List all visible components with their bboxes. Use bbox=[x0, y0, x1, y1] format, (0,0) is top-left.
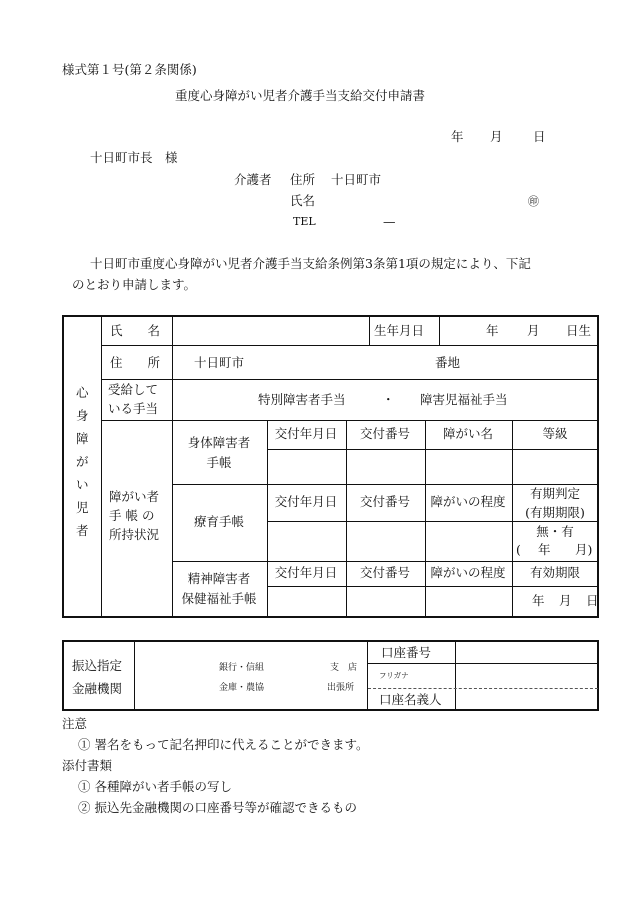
address-city: 十日町市 bbox=[194, 355, 245, 370]
side-label-char: い bbox=[76, 477, 89, 492]
bank-type-line-1: 銀行・信組 bbox=[219, 663, 265, 673]
addressee: 十日町市長 様 bbox=[90, 150, 178, 165]
bank-label-line-1: 振込指定 bbox=[72, 658, 123, 673]
furigana-label: フリガナ bbox=[379, 671, 409, 680]
account-number-label: 口座番号 bbox=[381, 645, 432, 660]
address-banchi: 番地 bbox=[435, 355, 461, 370]
allowance-label-line-2: いる手当 bbox=[108, 401, 159, 416]
allowance-special: 特別障害者手当 bbox=[258, 392, 346, 407]
col-issue-number: 交付番号 bbox=[359, 565, 411, 580]
caregiver-tel-label: TEL bbox=[293, 215, 316, 228]
side-label-char: が bbox=[76, 454, 89, 469]
paren-year: 年 bbox=[538, 542, 551, 557]
bank-label-line-2: 金融機関 bbox=[72, 681, 123, 696]
col-grade: 等級 bbox=[542, 426, 568, 441]
attachments-title: 添付書類 bbox=[62, 758, 113, 773]
body-text-line-1: 十日町市重度心身障がい児者介護手当支給条例第3条第1項の規定により、下記 bbox=[90, 256, 531, 271]
col-validity-deadline: (有期期限) bbox=[525, 505, 585, 520]
allowance-separator: ・ bbox=[382, 392, 395, 407]
attachment-item-1: ① 各種障がい者手帳の写し bbox=[78, 779, 232, 794]
birthdate-label: 生年月日 bbox=[374, 323, 425, 338]
col-disability-degree: 障がいの程度 bbox=[430, 565, 506, 580]
paren-month: 月) bbox=[575, 542, 593, 557]
name-label: 氏 名 bbox=[110, 323, 161, 338]
date-day-label: 日 bbox=[533, 129, 546, 144]
branch-label: 支 店 bbox=[330, 663, 358, 673]
booklet-label-line-2: 手 帳 の bbox=[109, 508, 155, 523]
col-issue-number: 交付番号 bbox=[359, 494, 411, 509]
caution-title: 注意 bbox=[62, 716, 88, 731]
sub-branch-label: 出張所 bbox=[327, 683, 355, 693]
col-issue-date: 交付年月日 bbox=[274, 426, 338, 441]
valid-month: 月 bbox=[559, 593, 572, 608]
col-valid-period: 有効期限 bbox=[529, 565, 581, 580]
side-label-char: 心 bbox=[76, 385, 89, 400]
side-label-char: 身 bbox=[76, 408, 89, 423]
col-issue-date: 交付年月日 bbox=[274, 565, 338, 580]
birth-month-label: 月 bbox=[527, 323, 540, 338]
birth-year-label: 年 bbox=[486, 323, 499, 338]
caregiver-address-label: 住所 bbox=[290, 172, 316, 187]
attachment-item-2: ② 振込先金融機関の口座番号等が確認できるもの bbox=[78, 800, 357, 815]
body-text-line-2: のとおり申請します。 bbox=[72, 277, 197, 292]
booklet-label-line-3: 所持状況 bbox=[109, 527, 160, 542]
form-title: 重度心身障がい児者介護手当支給交付申請書 bbox=[175, 88, 426, 103]
caregiver-address-value: 十日町市 bbox=[331, 172, 382, 187]
col-disability-degree: 障がいの程度 bbox=[430, 494, 506, 509]
caregiver-tel-dash: — bbox=[383, 214, 396, 229]
form-number: 様式第１号(第２条関係) bbox=[62, 62, 197, 77]
allowance-label-line-1: 受給して bbox=[108, 382, 159, 397]
side-label-char: 児 bbox=[76, 500, 89, 515]
bank-type-line-2: 金庫・農協 bbox=[219, 683, 265, 693]
valid-year: 年 bbox=[532, 593, 545, 608]
side-label-char: 者 bbox=[76, 523, 89, 538]
bank-table-border bbox=[62, 640, 599, 711]
seal-mark: ㊞ bbox=[528, 195, 539, 208]
booklet-label-line-1: 障がい者 bbox=[109, 489, 160, 504]
none-yes-option: 無・有 bbox=[536, 524, 574, 539]
mental-booklet-line-1: 精神障害者 bbox=[187, 571, 251, 586]
col-validity-judgement: 有期判定 bbox=[529, 486, 581, 501]
side-label-char: 障 bbox=[76, 431, 89, 446]
valid-day: 日 bbox=[586, 593, 599, 608]
ryoiku-booklet: 療育手帳 bbox=[193, 514, 245, 529]
physical-booklet-line-2: 手帳 bbox=[206, 455, 232, 470]
col-disability-name: 障がい名 bbox=[442, 426, 494, 441]
col-issue-number: 交付番号 bbox=[359, 426, 411, 441]
address-label: 住 所 bbox=[110, 355, 161, 370]
birth-day-label: 日生 bbox=[566, 323, 592, 338]
allowance-child: 障害児福祉手当 bbox=[420, 392, 508, 407]
date-year-label: 年 bbox=[451, 129, 464, 144]
date-month-label: 月 bbox=[490, 129, 503, 144]
account-holder-label: 口座名義人 bbox=[379, 692, 442, 707]
col-issue-date: 交付年月日 bbox=[274, 494, 338, 509]
physical-booklet-line-1: 身体障害者 bbox=[187, 435, 251, 450]
mental-booklet-line-2: 保健福祉手帳 bbox=[181, 591, 257, 606]
caution-item-1: ① 署名をもって記名押印に代えることができます。 bbox=[78, 737, 369, 752]
caregiver-label: 介護者 bbox=[234, 172, 272, 187]
paren-open: ( bbox=[516, 542, 521, 557]
caregiver-name-label: 氏名 bbox=[290, 193, 316, 208]
